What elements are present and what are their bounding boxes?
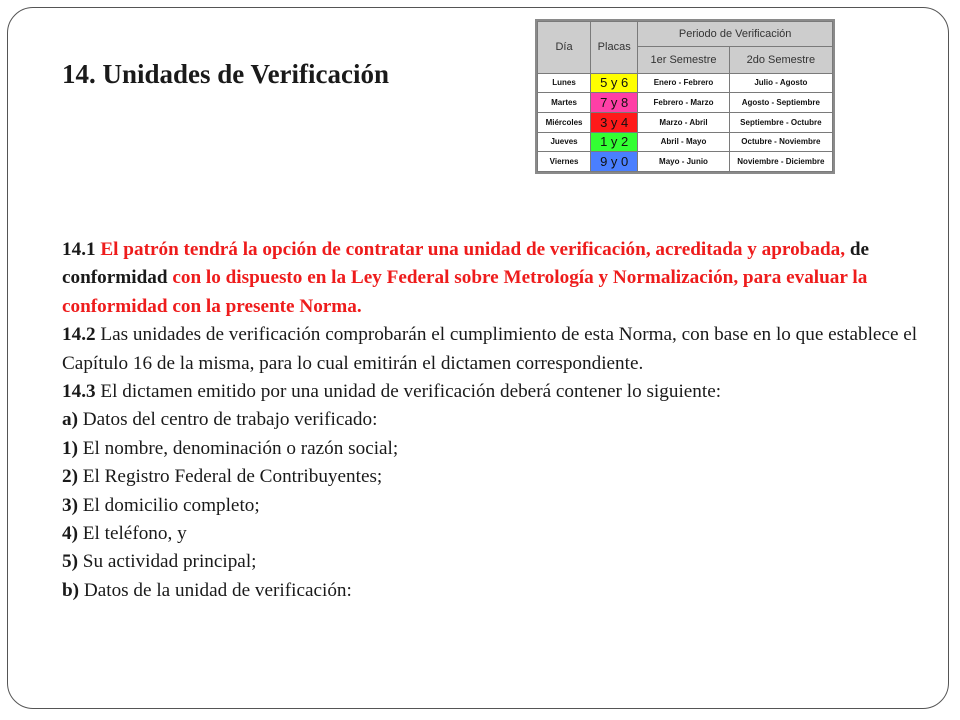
paragraph-text-red: con lo dispuesto en la Ley Federal sobre Metrología y Normalización, para evaluar la conformidad con la presente Norma. [62,267,868,317]
cell-semestre-2: Octubre - Noviembre [729,132,832,152]
cell-semestre-2: Noviembre - Diciembre [729,152,832,172]
verification-table [535,19,835,174]
list-item [62,492,922,520]
item-text: El nombre, denominación o razón social; [82,437,399,459]
list-item [62,463,922,491]
table-row [538,132,833,152]
item-label: a) [62,409,78,431]
section-number: 14.1 [62,239,96,260]
list-item [62,548,922,576]
table-row [538,73,833,93]
header-semestre-2: 2do Semestre [729,46,832,73]
cell-dia: Jueves [538,132,591,152]
cell-placas: 3 y 4 [591,112,638,132]
item-text: El teléfono, y [82,523,187,545]
cell-semestre-1: Abril - Mayo [638,132,729,152]
item-label: 3) [62,494,78,516]
header-dia: Día [538,22,591,74]
item-label: 1) [62,437,78,459]
cell-dia: Martes [538,93,591,113]
cell-semestre-2: Julio - Agosto [729,73,832,93]
paragraph-text-bold: de conformidad [62,239,869,289]
item-text: Datos del centro de trabajo verificado: [82,409,378,431]
cell-placas: 1 y 2 [591,132,638,152]
cell-dia: Miércoles [538,112,591,132]
paragraph-14-3 [62,378,922,406]
item-text: Datos de la unidad de verificación: [83,579,352,601]
header-semestre-1: 1er Semestre [638,46,729,73]
slide-title: 14. Unidades de Verificación [62,59,390,89]
paragraph-text-red: El patrón tendrá la opción de contratar una unidad de verificación, acreditada y aprobada, [100,239,846,260]
cell-dia: Viernes [538,152,591,172]
cell-semestre-1: Enero - Febrero [638,73,729,93]
list-item [62,435,922,463]
cell-placas: 9 y 0 [591,152,638,172]
table-row [538,112,833,132]
section-number: 14.3 [62,381,96,403]
cell-semestre-2: Septiembre - Octubre [729,112,832,132]
cell-semestre-1: Mayo - Junio [638,152,729,172]
body-text [62,236,922,605]
table-row [538,93,833,113]
paragraph-text: El dictamen emitido por una unidad de verificación deberá contener lo siguiente: [100,381,722,403]
cell-semestre-2: Agosto - Septiembre [729,93,832,113]
table-row [538,152,833,172]
section-number: 14.2 [62,324,96,346]
item-label: b) [62,579,80,601]
verification-schedule-table [537,21,833,172]
list-item [62,577,922,605]
header-placas: Placas [591,22,638,74]
paragraph-14-2 [62,321,922,378]
list-item [62,520,922,548]
header-periodo: Periodo de Verificación [638,22,833,47]
list-item [62,406,922,434]
item-text: El domicilio completo; [82,494,260,516]
item-text: Su actividad principal; [82,551,257,573]
item-label: 2) [62,466,78,488]
cell-placas: 5 y 6 [591,73,638,93]
paragraph-text: Las unidades de verificación comprobarán el cumplimiento de esta Norma, con base en lo que establece el Capítulo 16 de la misma, para lo cual emitirán el dictamen correspondiente. [62,324,918,374]
cell-semestre-1: Febrero - Marzo [638,93,729,113]
cell-placas: 7 y 8 [591,93,638,113]
item-text: El Registro Federal de Contribuyentes; [82,466,383,488]
paragraph-14-1 [62,236,922,321]
cell-semestre-1: Marzo - Abril [638,112,729,132]
cell-dia: Lunes [538,73,591,93]
item-label: 4) [62,523,78,545]
item-label: 5) [62,551,78,573]
